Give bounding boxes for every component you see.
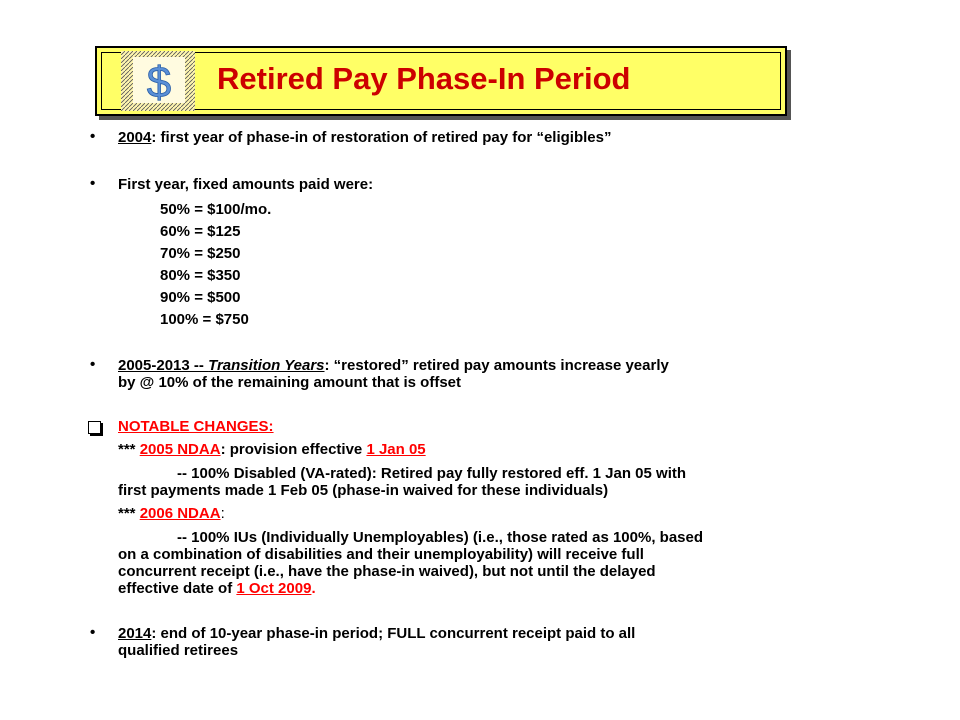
title-banner [95, 46, 787, 116]
transition-years-range: 2005-2013 -- [118, 357, 209, 374]
iu-line2: on a combination of disabilities and their unemployability) will receive full [118, 546, 644, 563]
bullet-dot: • [90, 624, 96, 641]
ndaa-2006-line: *** 2006 NDAA: [118, 505, 225, 522]
ndaa-2005-date: 1 Jan 05 [366, 441, 426, 458]
bullet-2004-text: : first year of phase-in of restoration of retired pay for “eligibles” [151, 129, 612, 146]
bullet-2014-line2: qualified retirees [118, 642, 239, 659]
iu-line4: effective date of 1 Oct 2009. [118, 580, 316, 597]
bullet-first-year: First year, fixed amounts paid were: [118, 176, 374, 193]
year-2004: 2004 [118, 129, 152, 146]
iu-line3: concurrent receipt (i.e., have the phase-in waived), but not until the delayed [118, 563, 656, 580]
transition-years-label: Transition Years [208, 357, 325, 374]
bullet-2004 [118, 129, 611, 146]
bullet-transition-line2: by @ 10% of the remaining amount that is offset [118, 374, 462, 391]
ndaa-2005-line: *** 2005 NDAA: provision effective 1 Jan 05 [118, 441, 426, 458]
amount-100: 100% = $750 [160, 311, 249, 328]
disabled-line1: -- 100% Disabled (VA-rated): Retired pay fully restored eff. 1 Jan 05 with [177, 465, 687, 482]
dollar-logo-icon [121, 51, 195, 111]
dollar-sign: $ [146, 58, 172, 107]
notable-heading: NOTABLE CHANGES: [118, 418, 274, 435]
transition-text: : “restored” retired pay amounts increase yearly [324, 357, 669, 374]
iu-line1: -- 100% IUs (Individually Unemployables) (i.e., those rated as 100%, based [177, 529, 704, 546]
amount-80: 80% = $350 [160, 267, 241, 284]
slide-title: Retired Pay Phase-In Period [217, 61, 631, 96]
bullet-dot: • [90, 356, 96, 373]
ndaa-2006: 2006 NDAA [139, 505, 221, 522]
amount-50: 50% = $100/mo. [160, 201, 272, 218]
year-2014: 2014 [118, 625, 152, 642]
checkbox-bullet-icon [88, 421, 101, 434]
iu-effective-date: 1 Oct 2009 [236, 580, 312, 597]
bullet-2014: 2014: end of 10-year phase-in period; FULL concurrent receipt paid to all [118, 625, 636, 642]
amount-60: 60% = $125 [160, 223, 241, 240]
bullet-dot: • [90, 128, 96, 145]
disabled-line2: first payments made 1 Feb 05 (phase-in waived for these individuals) [118, 482, 609, 499]
ndaa-2005: 2005 NDAA [139, 441, 221, 458]
amount-70: 70% = $250 [160, 245, 241, 262]
bullet-dot: • [90, 175, 96, 192]
amount-90: 90% = $500 [160, 289, 241, 306]
bullet-transition [118, 357, 669, 374]
